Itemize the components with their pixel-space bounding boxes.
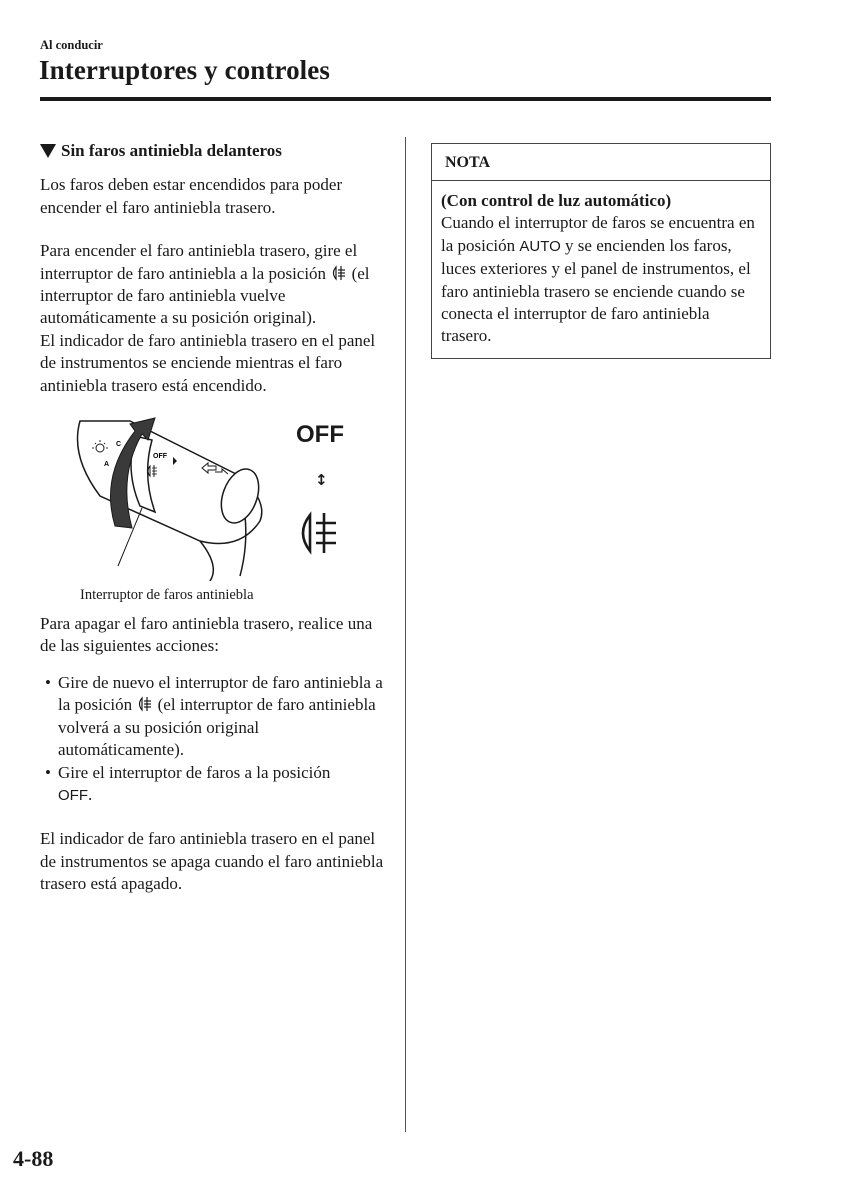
page-title: Interruptores y controles (39, 55, 330, 85)
note-subheading: (Con control de luz automático) (441, 191, 672, 210)
paragraph-5: El indicador de faro antiniebla trasero en el panel de instrumentos se apaga cuando el faro antiniebla trasero está apagado. (40, 829, 384, 894)
list-item (40, 762, 388, 808)
subheading-text: Sin faros antiniebla delanteros (61, 141, 282, 160)
toggle-arrow: ↕ (315, 471, 328, 490)
bullet-1-start: Gire de nuevo el interruptor de faro antiniebla a la posición (58, 672, 383, 715)
paragraph-3: El indicador de faro antiniebla trasero en el panel de instrumentos se enciende mientras el faro antiniebla trasero está encendido. (40, 330, 376, 395)
note-body (432, 181, 770, 348)
note-heading: NOTA (432, 144, 770, 181)
auto-position: AUTO (519, 237, 561, 255)
action-list (40, 672, 388, 807)
bullet-triangle-icon (40, 144, 56, 158)
paragraph-1: Los faros deben estar encendidos para poder encender el faro antiniebla trasero. (40, 175, 343, 217)
page-number: 4-88 (13, 1146, 54, 1171)
paragraph-2-start: Para encender el faro antiniebla trasero, gire el interruptor de faro antiniebla a la posición (40, 241, 358, 283)
paragraph-2 (40, 240, 388, 330)
bullet-2-start: Gire el interruptor de faros a la posición (58, 762, 331, 782)
rear-fog-lamp-icon (136, 696, 153, 712)
off-label: OFF (296, 421, 344, 449)
note-text (441, 212, 762, 347)
bullet: • (45, 762, 51, 782)
bullet: • (45, 672, 51, 692)
fog-switch-figure (40, 416, 388, 613)
off-position: OFF (58, 786, 88, 804)
bullet-2-end: . (88, 784, 93, 804)
paragraph-4: Para apagar el faro antiniebla trasero, realice una de las siguientes acciones: (40, 614, 373, 656)
paragraph-2-end: (el interruptor de faro antiniebla vuelve automáticamente a su posición original). (40, 263, 370, 328)
stalk-c-mark: C (116, 441, 122, 449)
note-text-start: Cuando el interruptor de faros se encuentra en la posición (441, 213, 755, 255)
figure-caption: Interruptor de faros antiniebla (80, 587, 254, 604)
stalk-off-mark: OFF (153, 453, 167, 461)
column-divider (405, 137, 406, 1132)
rear-fog-lamp-icon (330, 265, 347, 281)
rear-fog-lamp-icon (296, 511, 344, 555)
left-column (40, 140, 388, 896)
stalk-a-mark: A (104, 461, 110, 469)
list-item (40, 672, 388, 762)
bullet-1-end: (el interruptor de faro antiniebla volverá a su posición original automáticamente). (58, 695, 376, 760)
title-divider (40, 97, 771, 101)
section-label: Al conducir (40, 38, 103, 52)
note-box (431, 143, 771, 359)
subheading (40, 140, 388, 162)
note-text-end: y se encienden los faros, luces exteriores y el panel de instrumentos, el faro antiniebla trasero se enciende cuando se conecta el interruptor de faro antiniebla trasero. (441, 235, 751, 346)
